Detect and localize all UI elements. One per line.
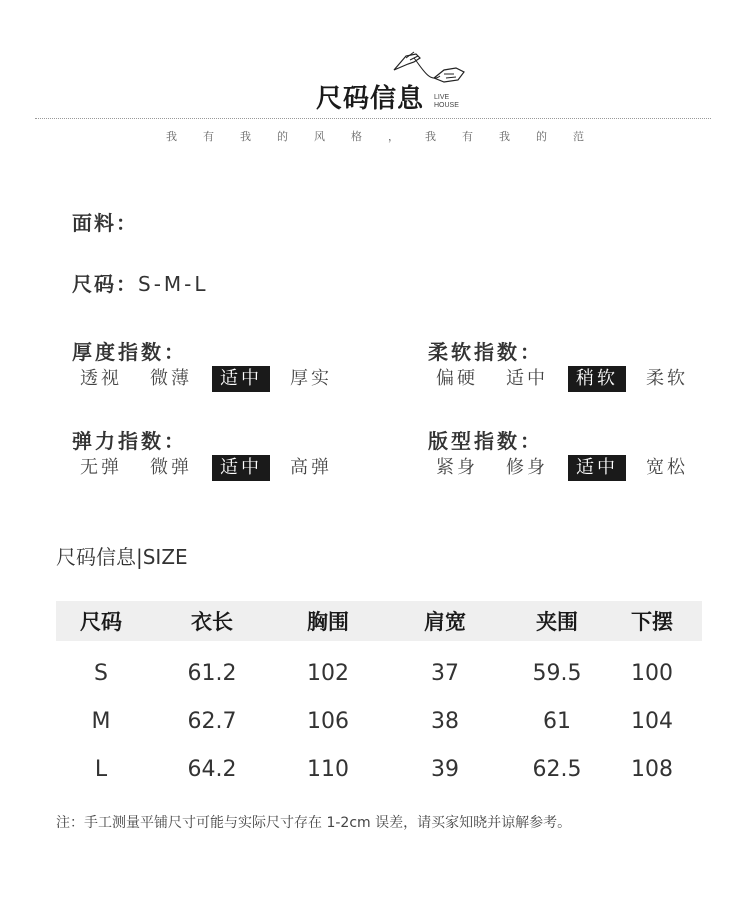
slogan-char: 我 [240,130,251,143]
table-cell: 108 [631,756,673,782]
slogan-char: ， [388,130,399,143]
thickness-option: 厚实 [290,368,332,389]
dotted-divider [35,118,711,119]
fabric-row [72,207,138,236]
table-cell: 102 [307,660,349,686]
header-cell-chest: 胸围 [307,610,349,634]
logo-text-line: LIVE [434,94,450,101]
slogan-char: 范 [573,130,584,143]
table-cell: 38 [431,708,459,734]
table-row [56,649,702,697]
table-row [56,745,702,793]
fit-option: 紧身 [436,457,478,478]
slogan [0,128,750,144]
logo-text-line: HOUSE [434,102,459,109]
slogan-char: 我 [499,130,510,143]
elasticity-option: 微弹 [150,457,192,478]
slogan-char: 我 [425,130,436,143]
softness-title: 柔软指数： [428,340,543,364]
header-cell-size: 尺码 [80,610,122,634]
table-cell: 100 [631,660,673,686]
table-cell: 61.2 [187,660,237,686]
table-cell: 62.7 [187,708,237,734]
softness-option: 柔软 [646,368,688,389]
table-row [56,697,702,745]
measurement-note: 注：手工测量平铺尺寸可能与实际尺寸存在 1-2cm 误差，请买家知晓并谅解参考。 [56,815,572,831]
thickness-option: 透视 [80,368,122,389]
fit-option: 适中 [568,455,626,481]
softness-option: 偏硬 [436,368,478,389]
thickness-title: 厚度指数： [72,340,187,364]
thickness-option: 适中 [212,366,270,392]
softness-option: 稍软 [568,366,626,392]
slogan-char: 有 [462,130,473,143]
slogan-char: 的 [277,130,288,143]
table-cell: S [94,660,108,686]
slogan-char: 风 [314,130,325,143]
softness-option: 适中 [506,368,548,389]
header-cell-shoulder: 肩宽 [424,610,466,634]
table-cell: 106 [307,708,349,734]
elasticity-options [72,455,352,481]
table-cell: 62.5 [532,756,582,782]
table-cell: 59.5 [532,660,582,686]
size-value: S-M-L [138,272,209,296]
header-cell-length: 衣长 [191,610,233,634]
slogan-char: 格 [351,130,362,143]
fit-option: 宽松 [646,457,688,478]
header-cell-hem: 下摆 [631,610,673,634]
slogan-char: 有 [203,130,214,143]
slogan-char: 我 [166,130,177,143]
table-cell: 61 [543,708,571,734]
elasticity-option: 无弹 [80,457,122,478]
fit-options [428,455,708,481]
header-cell-armhole: 夹围 [536,610,578,634]
thickness-option: 微薄 [150,368,192,389]
elasticity-option: 适中 [212,455,270,481]
table-cell: 64.2 [187,756,237,782]
size-label: 尺码： [72,272,138,296]
size-row [72,268,209,297]
elasticity-option: 高弹 [290,457,332,478]
table-cell: M [91,708,111,734]
slogan-char: 的 [536,130,547,143]
fit-option: 修身 [506,457,548,478]
table-cell: 39 [431,756,459,782]
page-title: 尺码信息 [316,84,425,114]
size-table-heading: 尺码信息|SIZE [56,545,188,569]
size-table [56,601,702,793]
table-cell: 37 [431,660,459,686]
table-cell: L [94,756,108,782]
fit-title: 版型指数： [428,429,543,453]
table-cell: 104 [631,708,673,734]
table-cell: 110 [307,756,349,782]
softness-options [428,366,708,392]
fabric-label: 面料： [72,211,138,235]
logo-text [434,94,459,110]
elasticity-title: 弹力指数： [72,429,187,453]
thickness-options [72,366,352,392]
table-header-row [56,601,702,641]
